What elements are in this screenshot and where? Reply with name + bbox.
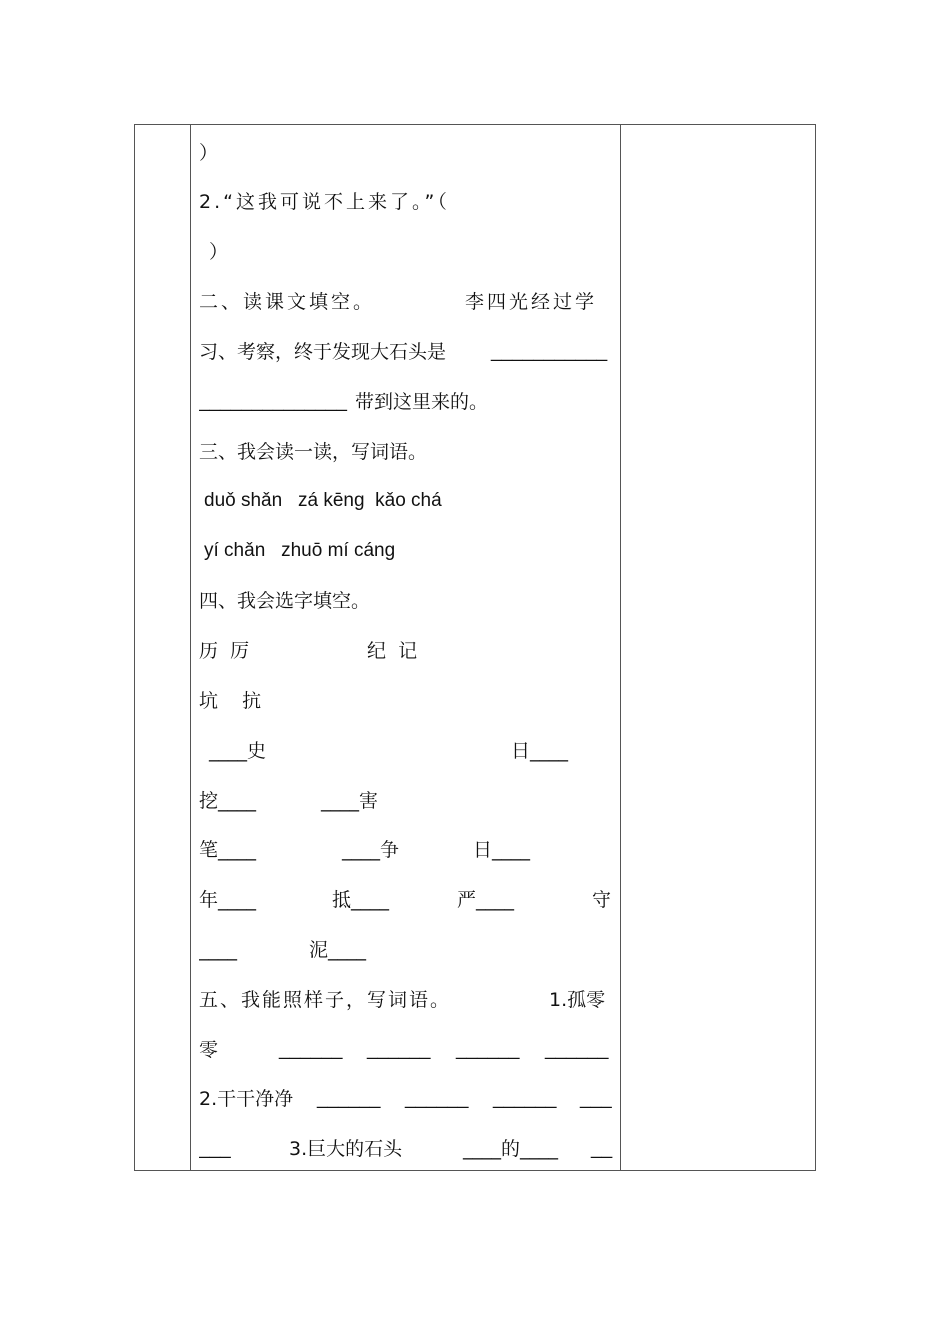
blank-ex2-e: ___ (199, 1138, 231, 1159)
blank-ex1-c: ______ (456, 1039, 520, 1060)
section-3-heading: 三、我会读一读，写词语。 (199, 441, 428, 463)
line-15 (199, 835, 613, 865)
fill-ri-1: 日____ (511, 740, 569, 762)
section-2-text: 李四光经过学 (465, 291, 598, 313)
blank-ex2-c: ______ (493, 1088, 557, 1109)
closing-paren: ） (199, 142, 219, 164)
line-18 (199, 985, 613, 1015)
example-3: 3.巨大的石头 (289, 1138, 403, 1160)
line-10 (199, 586, 613, 616)
blank-ex2-b: ______ (405, 1088, 469, 1109)
fill-shou-blank: ____ (199, 939, 237, 961)
example-2: 2.干干净净 (199, 1088, 294, 1110)
example-1-suffix: 零 (199, 1039, 219, 1061)
line-5 (199, 337, 613, 367)
section-2-text-end: 带到这里来的。 (355, 391, 489, 413)
fill-hai: ____害 (321, 790, 379, 812)
section-2-heading: 二、读课文填空。 (199, 291, 376, 313)
line-21 (199, 1134, 613, 1164)
char-pair-3: 坑 抗 (199, 690, 262, 712)
line-2 (199, 187, 613, 217)
blank-ex2-d: ___ (580, 1088, 612, 1109)
table-divider-left (190, 125, 191, 1170)
line-7 (199, 437, 613, 467)
line-17 (199, 935, 613, 965)
fill-ni: 泥____ (309, 939, 367, 961)
char-pair-1: 历 厉 (199, 640, 250, 662)
section-5-heading: 五、我能照样子，写词语。 (199, 989, 452, 1011)
fill-ri-2: 日____ (473, 839, 531, 861)
blank-ex3-a: ____的____ (463, 1138, 559, 1160)
worksheet-content (199, 126, 613, 1168)
fill-shi: ____史 (209, 740, 267, 762)
quote-question-2: 2.“这我可说不上来了。”（ (199, 191, 450, 213)
line-14 (199, 786, 613, 816)
fill-di: 抵____ (332, 889, 390, 911)
section-2-text-cont: 习、考察，终于发现大石头是 (199, 341, 447, 363)
line-16 (199, 885, 613, 915)
line-1 (199, 138, 613, 168)
blank-1: ___________ (491, 341, 608, 362)
section-4-heading: 四、我会选字填空。 (199, 590, 371, 612)
fill-bi: 笔____ (199, 839, 257, 861)
line-3 (199, 237, 613, 267)
line-12 (199, 686, 613, 716)
line-6 (199, 387, 613, 417)
fill-nian: 年____ (199, 889, 257, 911)
line-4 (199, 287, 613, 317)
fill-shou: 守 (592, 889, 612, 911)
table-divider-right (620, 125, 621, 1170)
pinyin-row-2: yí chǎn zhuō mí cáng (204, 540, 396, 561)
line-9 (199, 536, 613, 566)
fill-zheng: ____争 (342, 839, 400, 861)
pinyin-row-1: duǒ shǎn zá kēng kǎo chá (204, 490, 442, 511)
fill-yan: 严____ (457, 889, 515, 911)
blank-2: ______________ (199, 391, 347, 412)
line-20 (199, 1084, 613, 1114)
blank-ex1-a: ______ (279, 1039, 343, 1060)
example-1-prefix: 1.孤零 (549, 989, 606, 1011)
line-19 (199, 1035, 613, 1065)
char-pair-2: 纪 记 (367, 640, 418, 662)
blank-ex1-b: ______ (367, 1039, 431, 1060)
closing-paren-2: ） (209, 241, 229, 263)
blank-ex1-d: ______ (545, 1039, 609, 1060)
line-13 (199, 736, 613, 766)
blank-ex2-a: ______ (317, 1088, 381, 1109)
line-11 (199, 636, 613, 666)
blank-ex3-b: __ (591, 1138, 613, 1159)
fill-wa: 挖____ (199, 790, 257, 812)
line-8 (199, 486, 613, 516)
